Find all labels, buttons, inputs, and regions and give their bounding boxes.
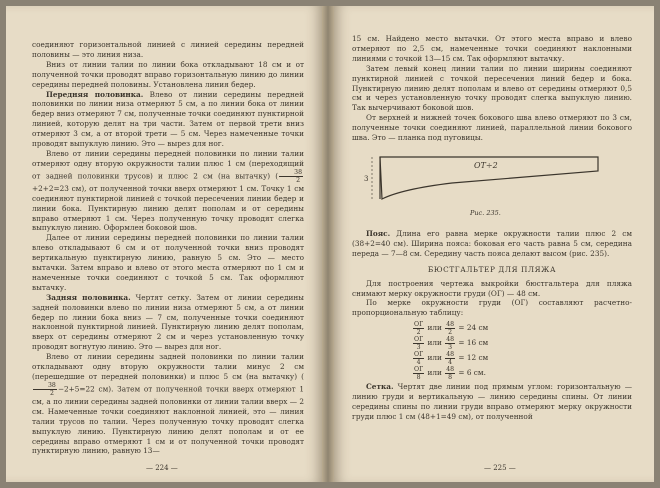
proportional-table [412,320,632,380]
table-row [412,335,632,350]
table-row [412,320,632,335]
fraction [445,351,455,366]
book-spine [322,6,334,482]
fraction-numerator: 38 [33,382,57,390]
paragraph: Влево от линии середины задней половинки по линии талии откладывают одну вторую окружности талии минус 2 см (перешедшие от передней половинки) и плюс 5 см (на вытачку) ( $\frac{38}{2}$ −2+5=22 см). Затем от полученной точки вверх отмеряют 1 см, а по линии середины задней половинки от линии талии вверх — 2 см. Намеченные точки соединяют наклонной линией, это — линия талии трусов по талии. Через полученную точку проводят слегка выпуклую линию. Пунктирную линию делят пополам и от ее середины вправо отмеряют 1 см и от полученной точки проводят пунктирную линию, равную 13— [32,352,305,456]
or-word: или [427,338,442,348]
figure-caption: Рис. 235. [470,208,501,217]
paragraph-text: −2+5=22 см). Затем от полученной точки вверх отмеряют 1 см, а по линии середины задней половинки от линии талии вверх — 2 см. Намеченные точки соединяют наклонной линией, это — линия талии трусов по талии. Через полученную точку проводят слегка выпуклую линию. Пунктирную линию делят пополам и от ее середины вправо отмеряют 1 см и от полученной точки проводят пунктирную линию, равную 13— [32,384,304,456]
fraction-numerator: 48 [446,320,455,328]
paragraph: Влево от линии середины передней половинки по линии талии отмеряют одну вторую окружности талии плюс 1 см (переходящий от задней половинки трусов) и плюс 2 см (на вытачку) ( $\frac{38}{2}$ +2+2=23 см), от полученной точки вверх отмеряют 1 см. Точку 1 см соединяют пунктирной линией с точкой пересечения линии бедер и линии бока. Пунктирную линию делят пополам и от середины вправо отмеряют 1 см. Через полученную точку проводят слегка выпуклую линию. Оформлен боковой шов. [32,148,304,233]
page-number: — 225 — [484,464,516,472]
paragraph: По мерке окружности груди (ОГ) составляют расчетно-пропорциональную таблицу: [352,298,632,318]
paragraph-text: Влево от линии середины передней половинки по линии низа отмеряют 5 см, а по линии бока от линии бедер вниз отмеряют 7 см, полученные точки соединяют пунктирной линией, которую делят на три части. Затем от первой трети вниз отмеряют 3 см, а от второй трети — 5 см. Через намеченные точки проводят выпуклую линию. Это — вырез для ног. [32,89,304,149]
fraction [413,366,424,381]
page-number: — 224 — [146,464,178,472]
right-page [334,6,654,482]
result-value: = 6 см. [458,368,486,378]
subheading: Передняя половинка. [46,89,144,99]
paragraph [352,382,632,422]
result-value: = 24 см [458,323,489,333]
fraction [279,169,303,184]
fraction-denominator: 4 [448,358,453,366]
fraction-denominator: 2 [296,176,301,184]
result-value: = 16 см [458,338,489,348]
fraction-denominator: 3 [416,343,421,351]
paragraph: Далее от линии середины передней половинки по линии талии влево откладывают 6 см и от полученной точки вниз проводят вертикальную пунктирную линию, равную 5 см. Это — место вытачки. Затем вправо и влево от этого места отмеряют по 1 см и намеченные точки соединяют с точкой 5 см. Так оформляют вытачку. [32,233,304,292]
or-word: или [427,353,442,363]
paragraph [32,293,304,352]
left-text-column [32,40,304,456]
fraction [413,336,424,351]
or-word: или [427,323,442,333]
subheading: Пояс. [366,228,391,238]
fraction-denominator: 2 [448,328,453,336]
paragraph: Затем левый конец линии талии по линии ширины соединяют пунктирной линией с точкой пересечения линий бедер и бока. Пунктирную линию делят пополам и влево от середины отмеряют 0,5 см и через установленную точку проводят слегка выпуклую линию. Так вычерчивают боковой шов. [352,63,632,113]
paragraph: От верхней и нижней точек бокового шва влево отмеряют по 3 см, полученные точки соединяют линией, параллельной линии бокового шва. Это — планка под пуговицы. [352,113,632,143]
subheading: Сетка. [366,382,394,392]
fraction-numerator: ОГ [414,335,424,343]
fraction [413,321,424,336]
section-title: БЮСТГАЛЬТЕР ДЛЯ ПЛЯЖА [427,264,557,274]
paragraph-text: Влево от линии середины задней половинки по линии талии откладывают одну вторую окружности талии минус 2 см (перешедшие от передней половинки) и плюс 5 см (на вытачку) [32,352,304,381]
dimension-label: 3 [364,174,369,183]
or-word: или [427,368,442,378]
paragraph: Для построения чертежа выкройки бюстгальтера для пляжа снимают мерку окружности груди (ОГ) — 48 см. [352,278,632,298]
figure-label: ОТ÷2 [474,160,498,170]
fraction-denominator: 3 [448,343,453,351]
paragraph [352,229,632,259]
subheading: Задняя половинка. [46,292,131,302]
fraction-numerator: 48 [446,350,455,358]
fraction [445,366,455,381]
fraction [413,351,424,366]
fraction-numerator: ОГ [414,320,424,328]
right-text-column [352,34,632,422]
fraction-denominator: 8 [448,373,453,381]
paragraph: соединяют горизонтальной линией с линией середины передней половины — это линия низа. [32,40,304,59]
fraction-denominator: 8 [416,373,421,381]
table-row [412,365,632,380]
fraction-numerator: ОГ [414,365,424,373]
fraction-numerator: 38 [279,169,303,177]
table-row [412,350,632,365]
paragraph-text: Чертят две линии под прямым углом: горизонтальную — линию груди и вертикальную — линию середины спины. От линии середины спины по линии груди вправо отмеряют мерку окружности груди плюс 1 см (48+1=49 см), от полученной [352,382,632,421]
fraction [445,336,455,351]
paragraph-text: Чертят сетку. Затем от линии середины задней половинки влево по линии низа отмеряют 5 см, а от линии бедер по линии бока вниз — 7 см, полученные точки соединяют наклонной пунктирной линией. Пунктирную линию делят пополам, вверх от середины отмеряют 2 см и через установленную точку проводят вогнутую линию. Это — вырез для ног. [32,292,304,352]
fraction [445,321,455,336]
paragraph-text: Длина его равна мерке окружности талии плюс 2 см (38+2=40 см). Ширина пояса: боковая его часть равна 5 см, середина переда — 7—8 см. Середину часть пояса делают высом (рис. 235). [352,228,632,258]
paragraph [32,90,304,149]
belt-pattern-drawing [362,149,612,209]
fraction [33,382,57,397]
result-value: = 12 см [458,353,489,363]
paragraph: Вниз от линии талии по линии бока откладывают 18 см и от полученной точки проводят вправо горизонтальную линию до линии середины передней половины. Установлена линия бедер. [32,59,304,89]
figure-235 [352,149,632,225]
paragraph-text: Влево от линии середины передней половинки по линии талии отмеряют одну вторую окружности талии плюс 1 см (переходящий от задней половинки трусов) и плюс 2 см (на вытачку) [32,148,304,181]
left-page [6,6,322,482]
fraction-numerator: 48 [446,365,455,373]
paragraph: 15 см. Найдено место вытачки. От этого места вправо и влево отмеряют по 2,5 см, намеченные точки соединяют наклонными линиями с точкой 13—15 см. Так оформляют вытачку. [352,34,632,63]
fraction-numerator: 48 [446,335,455,343]
fraction-denominator: 4 [416,358,421,366]
fraction-denominator: 2 [49,389,54,397]
fraction-denominator: 2 [416,328,421,336]
fraction-numerator: ОГ [414,350,424,358]
paragraph-text: +2+2=23 см), от полученной точки вверх отмеряют 1 см. Точку 1 см соединяют пунктирной линией с точкой пересечения линии бедер и линии бока. Пунктирную линию делят пополам и от середины вправо отмеряют 1 см. Через полученную точку проводят слегка выпуклую линию. Оформлен боковой шов. [32,183,304,233]
